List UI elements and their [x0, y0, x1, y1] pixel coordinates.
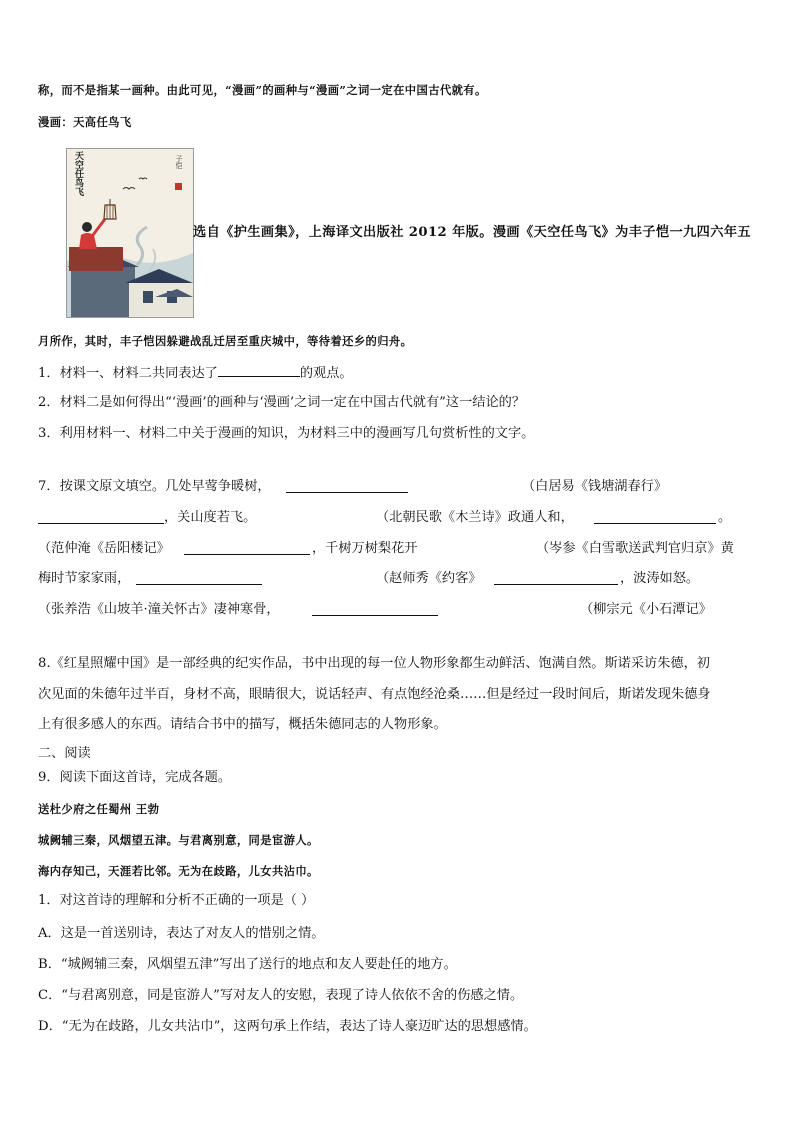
- poem-line-2: 海内存知己，天涯若比邻。无为在歧路，儿女共沾巾。: [38, 864, 319, 878]
- poem-line-1: 城阙辅三秦，风烟望五津。与君离别意，同是宦游人。: [38, 833, 319, 847]
- q7-row3-source2: （岑参《白雪歌送武判官归京》黄: [536, 541, 734, 556]
- q7-row5-source: （张养浩《山坡羊·潼关怀古》凄神寒骨，: [38, 602, 280, 617]
- q7-row1-text: 7．按课文原文填空。几处早莺争暖树，: [38, 479, 271, 494]
- q7-blank-4[interactable]: [184, 540, 310, 555]
- q8-line1: 8.《红星照耀中国》是一部经典的纪实作品，书中出现的每一位人物形象都生动鲜活、饱满自然。斯诺采访朱德，初: [38, 656, 710, 671]
- question-6-1-text: 1．材料一、材料二共同表达了: [38, 366, 218, 381]
- material3-caption-cont: 月所作，其时，丰子恺因躲避战乱迁居至重庆城中，等待着还乡的归舟。: [38, 334, 413, 348]
- q7-blank-6[interactable]: [494, 570, 618, 585]
- q9-sub-question: 1．对这首诗的理解和分析不正确的一项是（ ）: [38, 893, 315, 908]
- answer-blank[interactable]: [218, 362, 300, 377]
- q7-blank-2[interactable]: [38, 509, 164, 524]
- option-c[interactable]: C．“与君离别意，同是宦游人”写对友人的安慰，表现了诗人依依不舍的伤感之情。: [38, 988, 524, 1003]
- cartoon-image: [66, 148, 194, 318]
- question-6-2: 2．材料二是如何得出“‘漫画’的画种与‘漫画’之词一定在中国古代就有”这一结论的？: [38, 395, 526, 410]
- question-6-3: 3．利用材料一、材料二中关于漫画的知识，为材料三中的漫画写几句赏析性的文字。: [38, 426, 535, 441]
- question-6-1: [38, 362, 353, 384]
- q7-blank-5[interactable]: [136, 570, 262, 585]
- section-title: 二、阅读: [38, 746, 91, 761]
- question-6-1-end: 的观点。: [299, 366, 353, 381]
- q7-row5-source2: （柳宗元《小石潭记》: [580, 602, 712, 617]
- q8-line3: 上有很多感人的东西。请结合书中的描写，概括朱德同志的人物形象。: [38, 717, 447, 732]
- poem-title: 送杜少府之任蜀州 王勃: [38, 802, 160, 816]
- q7-row2-source: （北朝民歌《木兰诗》政通人和，: [376, 510, 574, 525]
- q7-row4-text: 梅时节家家雨，: [38, 571, 131, 586]
- option-a[interactable]: A．这是一首送别诗，表达了对友人的惜别之情。: [38, 926, 325, 941]
- q8-line2: 次见面的朱德年过半百，身材不高，眼睛很大，说话轻声、有点饱经沧桑……但是经过一段时间后，斯诺发现朱德身: [38, 687, 711, 702]
- q9-intro: 9．阅读下面这首诗，完成各题。: [38, 770, 232, 785]
- q7-row4-source: （赵师秀《约客》: [376, 571, 482, 586]
- cartoon-signature: 子恺: [175, 155, 183, 169]
- cartoon-title: 天空任鸟飞: [73, 151, 83, 196]
- q7-row1-source: （白居易《钱塘湖春行》: [522, 479, 668, 494]
- q7-row3-source: （范仲淹《岳阳楼记》: [38, 541, 170, 556]
- material3-caption: 选自《护生画集》，上海译文出版社 2012 年版。漫画《天空任鸟飞》为丰子恺一九四六年五: [193, 225, 752, 240]
- q7-blank-7[interactable]: [312, 601, 438, 616]
- q7-row2-text: ，关山度若飞。: [164, 510, 257, 525]
- q7-blank-3[interactable]: [594, 509, 716, 524]
- material3-label: 漫画：天高任鸟飞: [38, 115, 132, 129]
- q7-row3-text: ，千树万树梨花开: [312, 541, 418, 556]
- q7-blank-1[interactable]: [286, 478, 408, 493]
- option-d[interactable]: D．“无为在歧路，儿女共沾巾”，这两句承上作结，表达了诗人豪迈旷达的思想感情。: [38, 1019, 537, 1034]
- q7-row2-end: 。: [718, 510, 732, 525]
- option-b[interactable]: B．“城阙辅三秦，风烟望五津”写出了送行的地点和友人要赴任的地方。: [38, 957, 457, 972]
- cartoon-drawing: [67, 149, 193, 317]
- q7-row4-text2: ，波涛如怒。: [620, 571, 700, 586]
- material2-text: 称，而不是指某一画种。由此可见，“漫画”的画种与“漫画”之词一定在中国古代就有。: [38, 83, 487, 97]
